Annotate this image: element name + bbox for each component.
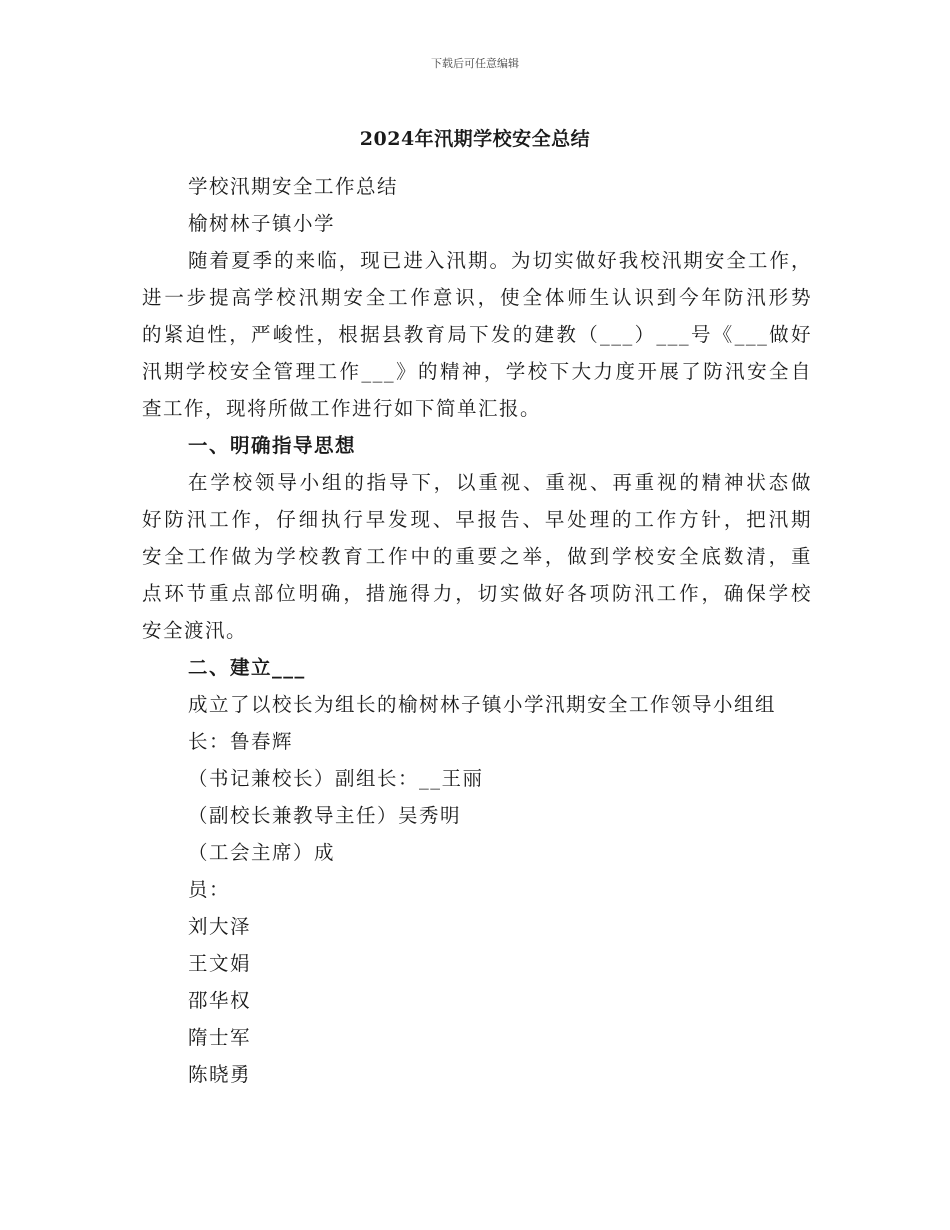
document-title: 2024年汛期学校安全总结 (359, 128, 591, 150)
paragraph-line: 随着夏季的来临，现已进入汛期。为切实做好我校汛期安全工作， (188, 249, 812, 272)
member-name: 邵华权 (188, 989, 252, 1012)
document-body (142, 168, 812, 1093)
member-name: 刘大泽 (188, 915, 252, 938)
header-note: 下载后可任意编辑 (431, 57, 519, 70)
paragraph-line: 汛期学校安全管理工作___》的精神，学校下大力度开展了防汛安全自 (142, 360, 812, 383)
paragraph-line: 查工作，现将所做工作进行如下简单汇报。 (142, 397, 542, 420)
section-heading-2: 二、建立___ (188, 656, 306, 679)
paragraph-line: 成立了以校长为组长的榆树林子镇小学汛期安全工作领导小组组 (188, 693, 777, 716)
member-name: 王文娟 (188, 952, 252, 975)
paragraph-line: 的紧迫性，严峻性，根据县教育局下发的建教（___）___号《___做好 (142, 323, 812, 346)
list-item: 员： (188, 878, 231, 901)
paragraph-line: 进一步提高学校汛期安全工作意识，使全体师生认识到今年防汛形势 (142, 286, 812, 309)
paragraph-line: 点环节重点部位明确，措施得力，切实做好各项防汛工作，确保学校 (142, 582, 812, 605)
subtitle: 学校汛期安全工作总结 (188, 175, 399, 198)
paragraph-line: 安全渡汛。 (142, 619, 248, 642)
list-item: （工会主席）成 (188, 841, 336, 864)
member-name: 隋士军 (188, 1026, 252, 1049)
paragraph-line: 安全工作做为学校教育工作中的重要之举，做到学校安全底数清，重 (142, 545, 812, 568)
list-item: 长：鲁春辉 (188, 730, 294, 753)
list-item: （副校长兼教导主任）吴秀明 (188, 804, 462, 827)
list-item: （书记兼校长）副组长：__王丽 (188, 767, 484, 790)
school-name: 榆树林子镇小学 (188, 212, 336, 235)
member-name: 陈晓勇 (188, 1063, 252, 1086)
paragraph-line: 好防汛工作，仔细执行早发现、早报告、早处理的工作方针，把汛期 (142, 508, 812, 531)
section-heading-1: 一、明确指导思想 (188, 434, 357, 457)
paragraph-line: 在学校领导小组的指导下，以重视、重视、再重视的精神状态做 (188, 471, 812, 494)
